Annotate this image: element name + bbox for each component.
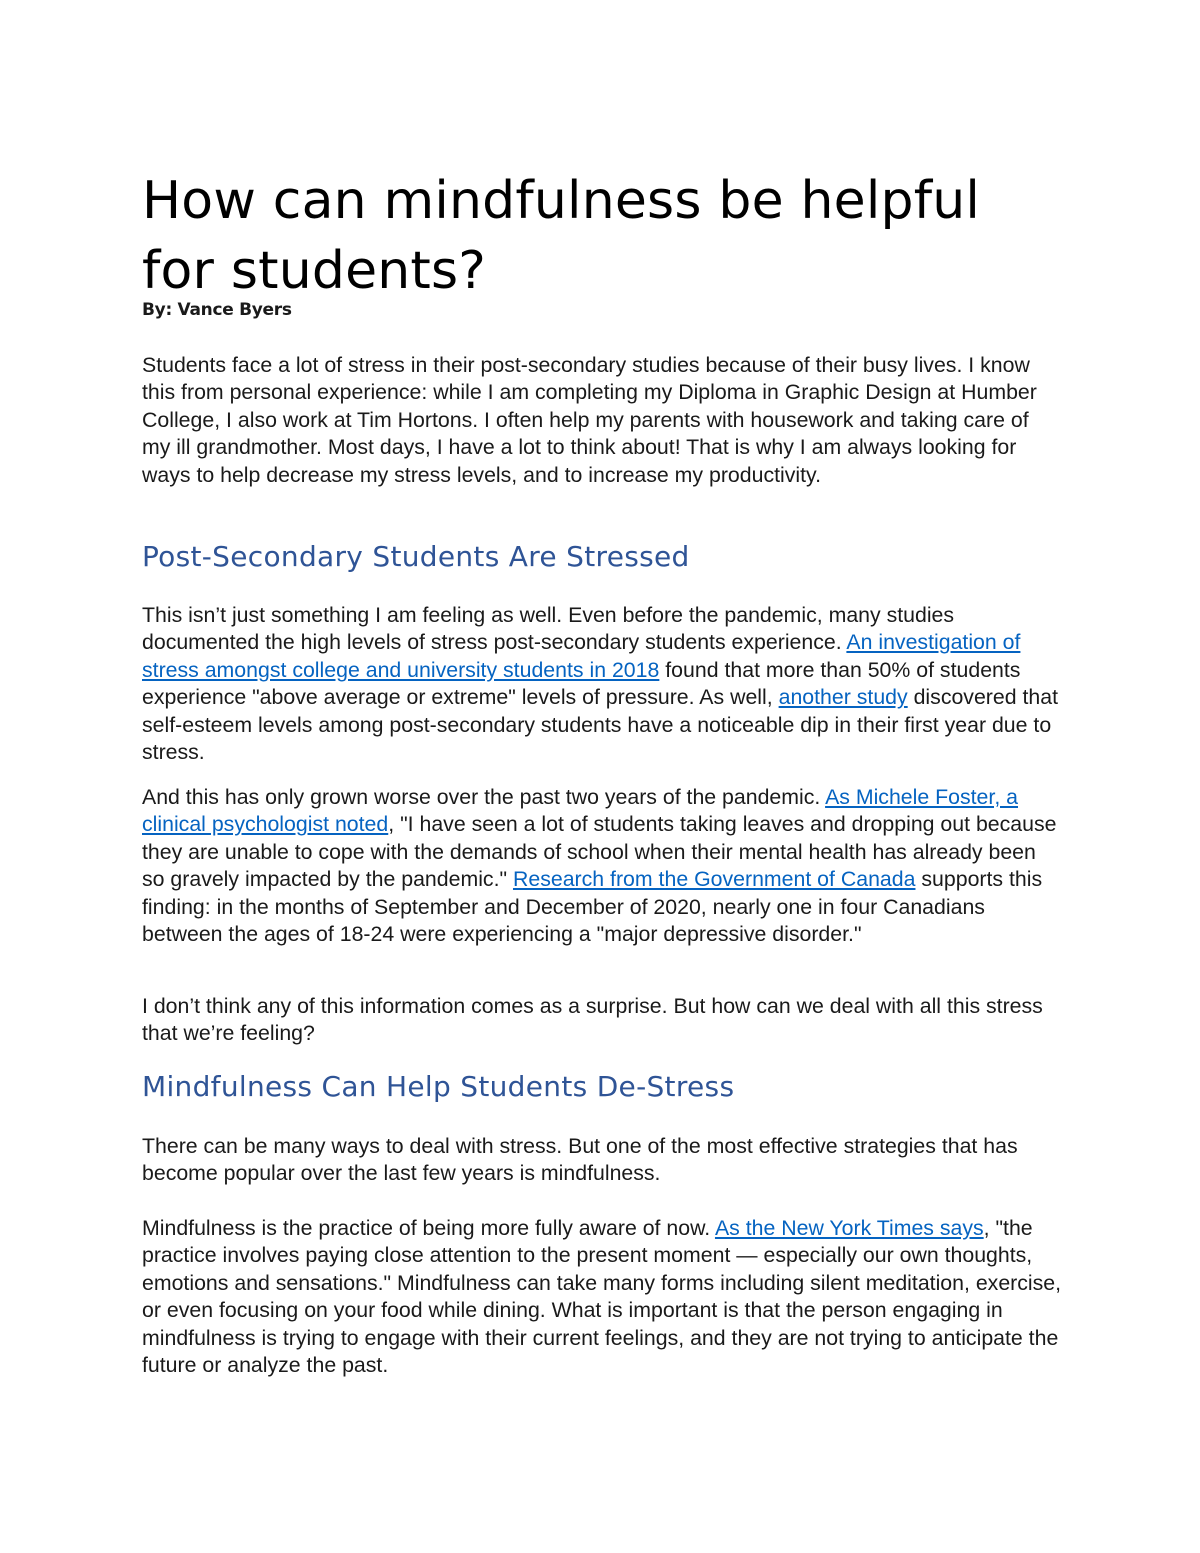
text-segment: supports this finding: in the months of September and December of 2020, nearly one in four Canadians between the ages of 18-24 were experiencing a "major depressive disorder." [142,867,1043,947]
text-segment: And this has only grown worse over the past two years of the pandemic. [142,785,826,809]
byline: By: Vance Byers [142,300,292,320]
link-michele-foster[interactable]: As Michele Foster, a clinical psychologist noted [142,785,1018,837]
link-new-york-times[interactable]: As the New York Times says [714,1216,984,1240]
link-government-of-canada-research[interactable]: Research from the Government of Canada [512,867,916,892]
intro-paragraph: Students face a lot of stress in their post-secondary studies because of their busy lives. I know this from personal experience: while I am completing my Diploma in Graphic Design at Humber College, I also work at Tim Hortons. I often help my parents with housework and taking care of my ill grandmother. Most days, I have a lot to think about! That is why I am always looking for ways to help decrease my stress levels, and to increase my productivity. [142,353,1037,487]
mindfulness-paragraph-2 [142,1215,1062,1379]
text-segment: Mindfulness is the practice of being more fully aware of now. [142,1216,715,1240]
text-segment: found that more than 50% of students experience "above average or extreme" levels of pressure. As well, [142,657,1021,710]
link-another-study[interactable]: another study [778,685,908,710]
page-title: How can mindfulness be helpful for students? [142,171,980,301]
section-heading-stressed: Post-Secondary Students Are Stressed [142,540,690,573]
link-investigation-of-stress[interactable]: An investigation of stress amongst college and university students in 2018 [142,630,1021,682]
stress-paragraph-2 [142,784,1062,948]
text-segment: , "the practice involves paying close attention to the present moment — especially our own thoughts, emotions and sensations." Mindfulness can take many forms including silent meditation, exercise, or even focusing on your food while dining. What is important is that the person engaging in mindfulness is trying to engage with their current feelings, and they are not trying to anticipate the future or analyze the past. [142,1216,1062,1378]
mindfulness-paragraph-1: There can be many ways to deal with stress. But one of the most effective strategies that has become popular over the last few years is mindfulness. [142,1134,1018,1186]
text-segment: , "I have seen a lot of students taking leaves and dropping out because they are unable to cope with the demands of school when their mental health has already been so gravely impacted by the pandemic." [142,812,1057,892]
stress-paragraph-1 [142,602,1062,766]
text-segment: discovered that self-esteem levels among post-secondary students have a noticeable dip in their first year due to stress. [142,685,1059,765]
section-heading-mindfulness: Mindfulness Can Help Students De-Stress [142,1070,735,1103]
stress-paragraph-3: I don’t think any of this information comes as a surprise. But how can we deal with all this stress that we’re feeling? [142,994,1043,1046]
text-segment: This isn’t just something I am feeling as well. Even before the pandemic, many studies documented the high levels of stress post-secondary students experience. [142,603,955,655]
